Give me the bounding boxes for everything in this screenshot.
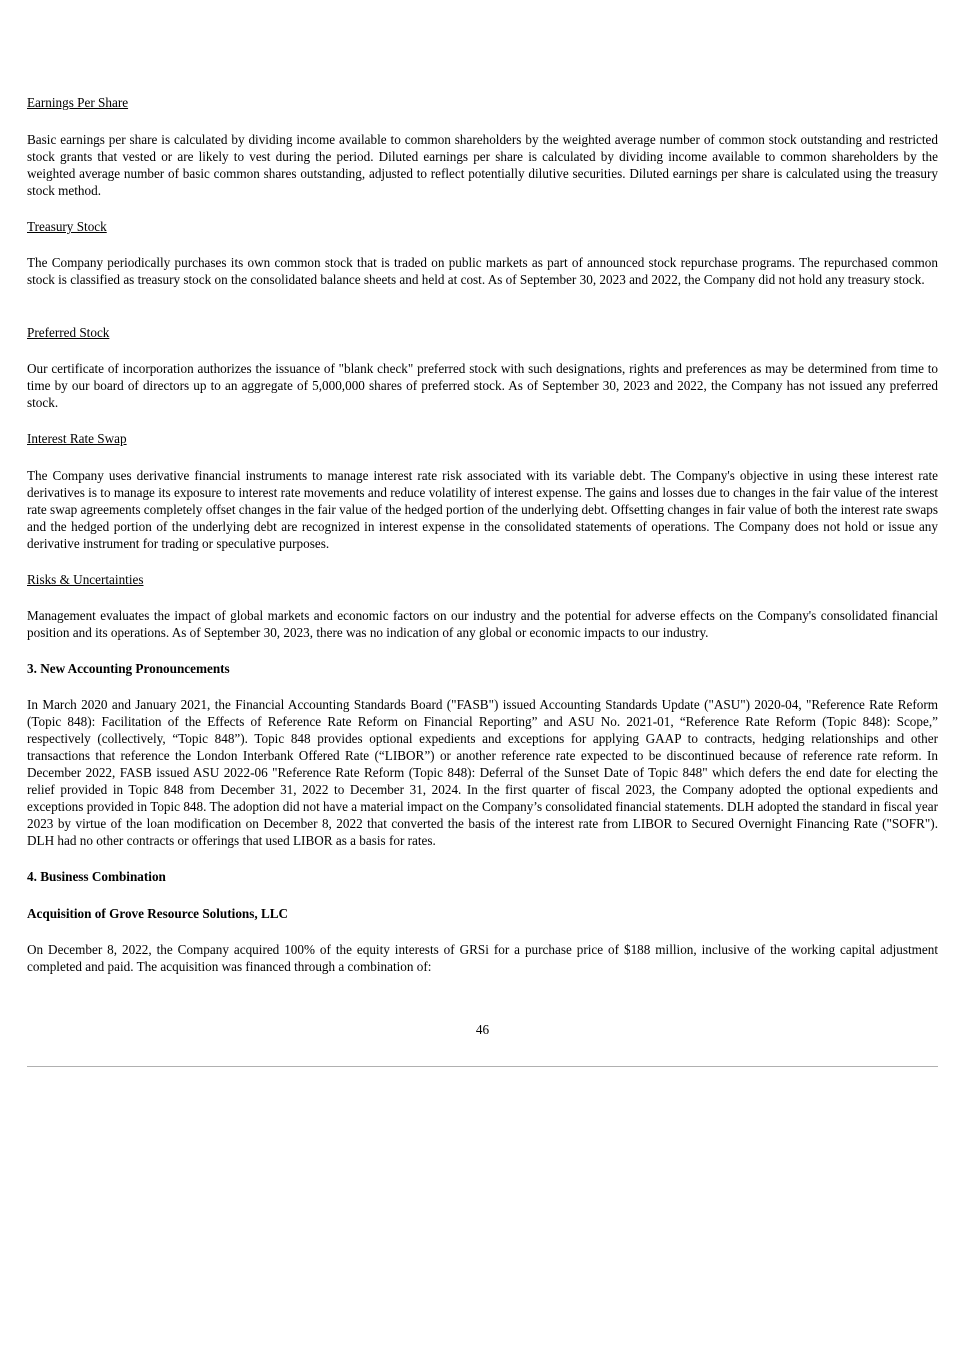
pronouncements-body: In March 2020 and January 2021, the Financial Accounting Standards Board ("FASB") issued Accounting Standards Update ("ASU") 2020-04, "Reference Rate Reform (Topic 848): Facilitation of the Effects of Reference Rate Reform on Financial Reporting” and ASU No. 2021-01, “Reference Rate Reform (Topic 848): Scope,” respectively (collectively, “Topic 848”). Topic 848 provides optional expedients and exceptions for applying GAAP to contracts, hedging relationships and other transactions that reference the London Interbank Offered Rate (“LIBOR”) or another reference rate expected to be discontinued because of reference rate reform. In December 2022, FASB issued ASU 2022-06 "Reference Rate Reform (Topic 848): Deferral of the Sunset Date of Topic 848" which defers the end date for electing the relief provided in Topic 848 from December 31, 2022 to December 31, 2024. In the first quarter of fiscal 2023, the Company adopted the optional expedients and exceptions provided in Topic 848. The adoption did not have a material impact on the Company’s consolidated financial statements. DLH adopted the standard in fiscal year 2023 by virtue of the loan modification on December 8, 2022 that converted the basis of the interest rate from LIBOR to Secured Overnight Financing Rate ("SOFR"). DLH had no other contracts or offerings that used LIBOR as a basis for rates. xyxy=(27,697,938,848)
preferred-body: Our certificate of incorporation authorizes the issuance of "blank check" preferred stock with such designations, rights and preferences as may be determined from time to time by our board of directors up to an aggregate of 5,000,000 shares of preferred stock. As of September 30, 2023 and 2022, the Company has not issued any preferred stock. xyxy=(27,361,938,410)
treasury-body: The Company periodically purchases its own common stock that is traded on public markets as part of announced stock repurchase programs. The repurchased common stock is classified as treasury stock on the consolidated balance sheets and held at cost. As of September 30, 2023 and 2022, the Company did not hold any treasury stock. xyxy=(27,255,938,287)
preferred-heading: Preferred Stock xyxy=(27,325,110,340)
eps-heading: Earnings Per Share xyxy=(27,95,129,110)
risks-heading: Risks & Uncertainties xyxy=(27,572,144,587)
page-number: 46 xyxy=(475,1022,490,1037)
business-combination-heading: 4. Business Combination xyxy=(27,869,166,884)
swap-heading: Interest Rate Swap xyxy=(27,431,127,446)
footer-divider xyxy=(27,1066,938,1067)
pronouncements-heading: 3. New Accounting Pronouncements xyxy=(27,661,230,676)
treasury-heading: Treasury Stock xyxy=(27,219,107,234)
swap-body: The Company uses derivative financial instruments to manage interest rate risk associated with its variable debt. The Company's objective in using these interest rate derivatives is to manage its exposure to interest rate movements and reduce volatility of interest expense. The gains and losses due to changes in the fair value of the interest rate swap agreements completely offset changes in the fair value of the hedged portion of the underlying debt. Offsetting changes in fair value of both the interest rate swaps and the hedged portion of the underlying debt are recognized in interest expense in the consolidated statements of operations. The Company does not hold or issue any derivative instrument for trading or speculative purposes. xyxy=(27,468,938,551)
acquisition-subheading: Acquisition of Grove Resource Solutions, LLC xyxy=(27,906,289,921)
eps-body: Basic earnings per share is calculated by dividing income available to common shareholders by the weighted average number of common stock outstanding and restricted stock grants that vested or are likely to vest during the period. Diluted earnings per share is calculated by dividing income available to common shareholders by the weighted average number of basic common shares outstanding, adjusted to reflect potentially dilutive securities. Diluted earnings per share is calculated using the treasury stock method. xyxy=(27,132,938,198)
business-combination-body: On December 8, 2022, the Company acquired 100% of the equity interests of GRSi for a purchase price of $188 million, inclusive of the working capital adjustment completed and paid. The acquisition was financed through a combination of: xyxy=(27,942,938,974)
risks-body: Management evaluates the impact of global markets and economic factors on our industry and the potential for adverse effects on the Company's consolidated financial position and its operations. As of September 30, 2023, there was no indication of any global or economic impacts to our industry. xyxy=(27,608,938,640)
